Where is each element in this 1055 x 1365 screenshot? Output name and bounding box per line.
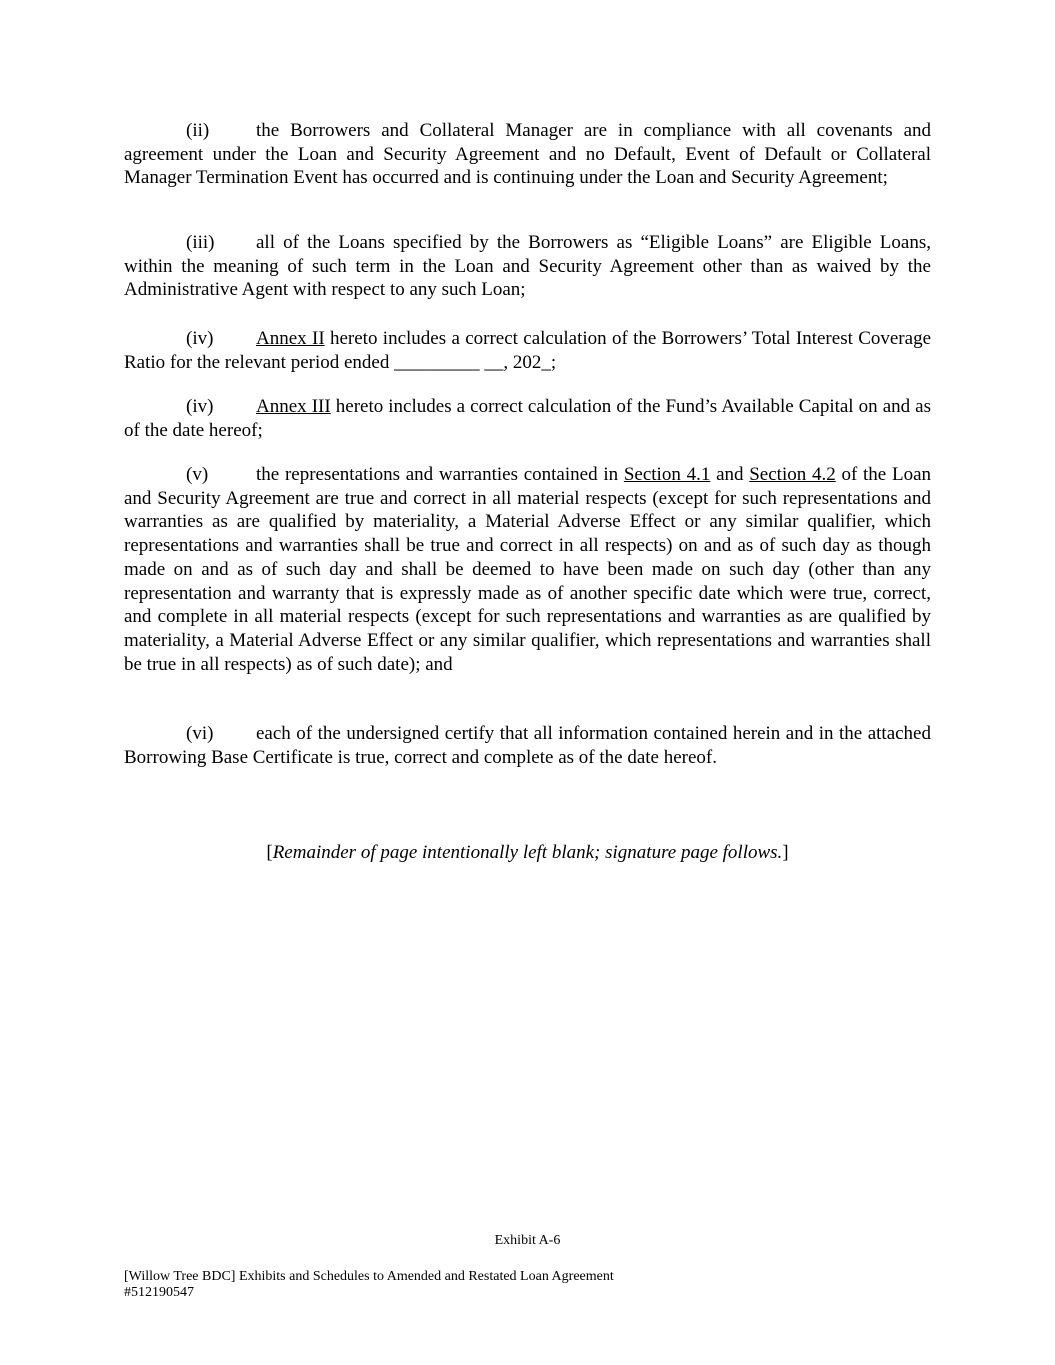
footer-doc-number: #512190547	[124, 1285, 194, 1300]
paragraph-text: the Borrowers and Collateral Manager are in compliance with all covenants and agreement under the Loan and Security Agreement and no Default, Event of Default or Collateral Manager Termination Event has occurred and is continuing under the Loan and Security Agreement;	[124, 120, 931, 189]
cross-reference: Section 4.1	[623, 464, 711, 485]
paragraph-text: and	[710, 464, 750, 485]
footer-title: [Willow Tree BDC] Exhibits and Schedules to Amended and Restated Loan Agreement	[124, 1269, 614, 1284]
paragraph-text: hereto includes a correct calculation of the Fund’s Available Capital on and as of the date hereof;	[124, 396, 932, 441]
paragraph-label: (iii)	[186, 232, 215, 253]
paragraph-label: (v)	[186, 464, 209, 485]
paragraph	[124, 395, 931, 442]
exhibit-label: Exhibit A-6	[494, 1233, 561, 1248]
paragraph-text: of the Loan and Security Agreement are true and correct in all material respects (except for such representations and warranties as are qualified by materiality, a Material Adverse Effect or any similar qualifier, which representations and warranties shall be true and correct in all respects) on and as of such day as though made on and as of such day and shall be deemed to have been made on such day (other than any representation and warranty that is expressly made as of another specific date which were true, correct, and complete in all material respects (except for such representations and warranties as are qualified by materiality, a Material Adverse Effect or any similar qualifier, which representations and warranties shall be true in all respects) as of such date); and	[124, 464, 932, 675]
paragraph	[124, 231, 931, 302]
remainder-note: [Remainder of page intentionally left blank; signature page follows.]	[266, 842, 789, 863]
remainder-text: Remainder of page intentionally left blank; signature page follows.	[272, 842, 783, 863]
paragraph-label: (iv)	[186, 396, 214, 417]
paragraph-text: the representations and warranties contained in	[256, 464, 624, 485]
paragraph-label: (vi)	[186, 723, 214, 744]
cross-reference: Annex II	[256, 328, 325, 349]
paragraph-text: all of the Loans specified by the Borrowers as “Eligible Loans” are Eligible Loans, within the meaning of such term in the Loan and Security Agreement other than as waived by the Administrative Agent with respect to any such Loan;	[124, 232, 931, 301]
paragraph	[124, 327, 931, 374]
paragraph	[124, 722, 931, 769]
paragraph-text: hereto includes a correct calculation of the Borrowers’ Total Interest Coverage Ratio for the relevant period ended _________ __, 202_;	[124, 328, 931, 373]
cross-reference: Section 4.2	[749, 464, 836, 485]
paragraph-label: (ii)	[186, 120, 210, 141]
cross-reference: Annex III	[256, 396, 331, 417]
paragraph	[124, 119, 931, 190]
paragraph	[124, 463, 931, 676]
paragraph-text: each of the undersigned certify that all information contained herein and in the attached Borrowing Base Certificate is true, correct and complete as of the date hereof.	[124, 723, 931, 768]
paragraph-label: (iv)	[186, 328, 214, 349]
